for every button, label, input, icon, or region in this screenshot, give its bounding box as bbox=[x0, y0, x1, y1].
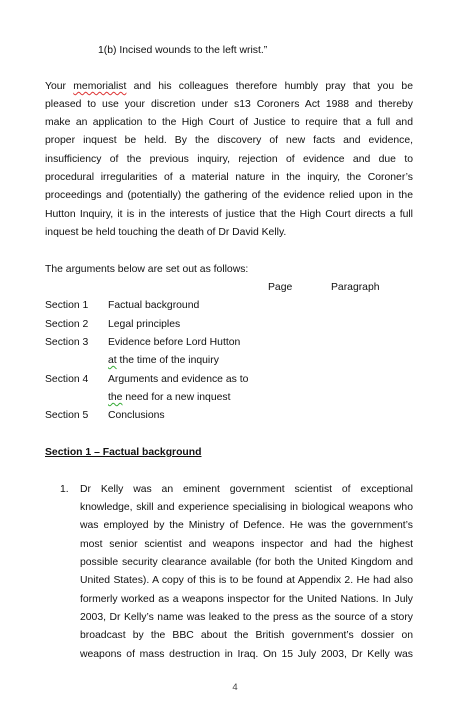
item-line: 2003, Dr Kelly’s name was leaked to the press as the source of a story bbox=[80, 612, 413, 623]
item-line: Dr Kelly was an eminent government scientist of exceptional bbox=[80, 484, 413, 495]
page-number: 4 bbox=[232, 682, 238, 693]
intro-line-8: Hutton Inquiry, it is in the interests of justice that the High Court directs a full bbox=[45, 209, 413, 220]
section-number: Section 2 bbox=[45, 319, 89, 330]
section-title: Arguments and evidence as to bbox=[108, 374, 249, 385]
section-number: Section 1 bbox=[45, 300, 89, 311]
quoted-line: 1(b) Incised wounds to the left wrist.” bbox=[98, 45, 268, 56]
arguments-intro: The arguments below are set out as follows: bbox=[45, 264, 249, 275]
section-title-text: the time of the inquiry bbox=[116, 355, 219, 366]
intro-line-4: proper inquest be held. By the discovery of new facts and evidence, bbox=[45, 135, 413, 146]
intro-line-3: make an application to the High Court of Justice to require that a full and bbox=[45, 117, 413, 128]
intro-text: Your bbox=[45, 81, 74, 92]
section-number: Section 3 bbox=[45, 337, 89, 348]
intro-line-2: pleased to use your discretion under s13 Coroners Act 1988 and thereby bbox=[45, 99, 413, 110]
item-line: possible security clearance available (for both the United Kingdom and bbox=[80, 557, 413, 568]
item-line: United States). A copy of this is to be found at Appendix 2. He had also bbox=[80, 575, 413, 586]
intro-line-5: insufficiency of the previous inquiry, rejection of evidence and due to bbox=[45, 154, 413, 165]
item-line: was employed by the Ministry of Defence. He was the government’s bbox=[80, 520, 413, 531]
grammar-word: the bbox=[108, 392, 123, 403]
item-line: most senior scientist and weapons inspector and had the highest bbox=[80, 539, 413, 550]
section-number: Section 4 bbox=[45, 374, 89, 385]
spellcheck-word: memorialist bbox=[73, 81, 127, 92]
section-title: Legal principles bbox=[108, 319, 181, 330]
section-title-text: need for a new inquest bbox=[122, 392, 231, 403]
section-title-cont bbox=[108, 389, 230, 407]
section-title: Factual background bbox=[108, 300, 200, 311]
item-line: knowledge, skill and experience specialising in biological weapons who bbox=[80, 502, 413, 513]
column-header-paragraph: Paragraph bbox=[331, 282, 380, 293]
section-title: Conclusions bbox=[108, 410, 165, 421]
item-line: broadcast by the BBC about the British government’s dossier on bbox=[80, 630, 413, 641]
section-heading: Section 1 – Factual background bbox=[45, 447, 202, 458]
item-line: weapons of mass destruction in Iraq. On 15 July 2003, Dr Kelly was bbox=[80, 649, 413, 660]
intro-line-6: procedural irregularities of a material nature in the inquiry, the Coroner’s bbox=[45, 172, 413, 183]
item-line: formerly worked as a weapons inspector for the United Nations. In July bbox=[80, 594, 413, 605]
list-number: 1. bbox=[60, 484, 69, 495]
intro-line-1 bbox=[45, 78, 413, 96]
grammar-word: at bbox=[108, 355, 117, 366]
section-title: Evidence before Lord Hutton bbox=[108, 337, 241, 348]
column-header-page: Page bbox=[268, 282, 293, 293]
intro-text: and his colleagues therefore humbly pray that you be bbox=[126, 81, 413, 92]
intro-line-9: inquest be held touching the death of Dr David Kelly. bbox=[45, 227, 287, 238]
section-number: Section 5 bbox=[45, 410, 89, 421]
intro-line-7: proceedings and (potentially) the gathering of the evidence relied upon in the bbox=[45, 190, 413, 201]
section-title-cont bbox=[108, 352, 219, 370]
